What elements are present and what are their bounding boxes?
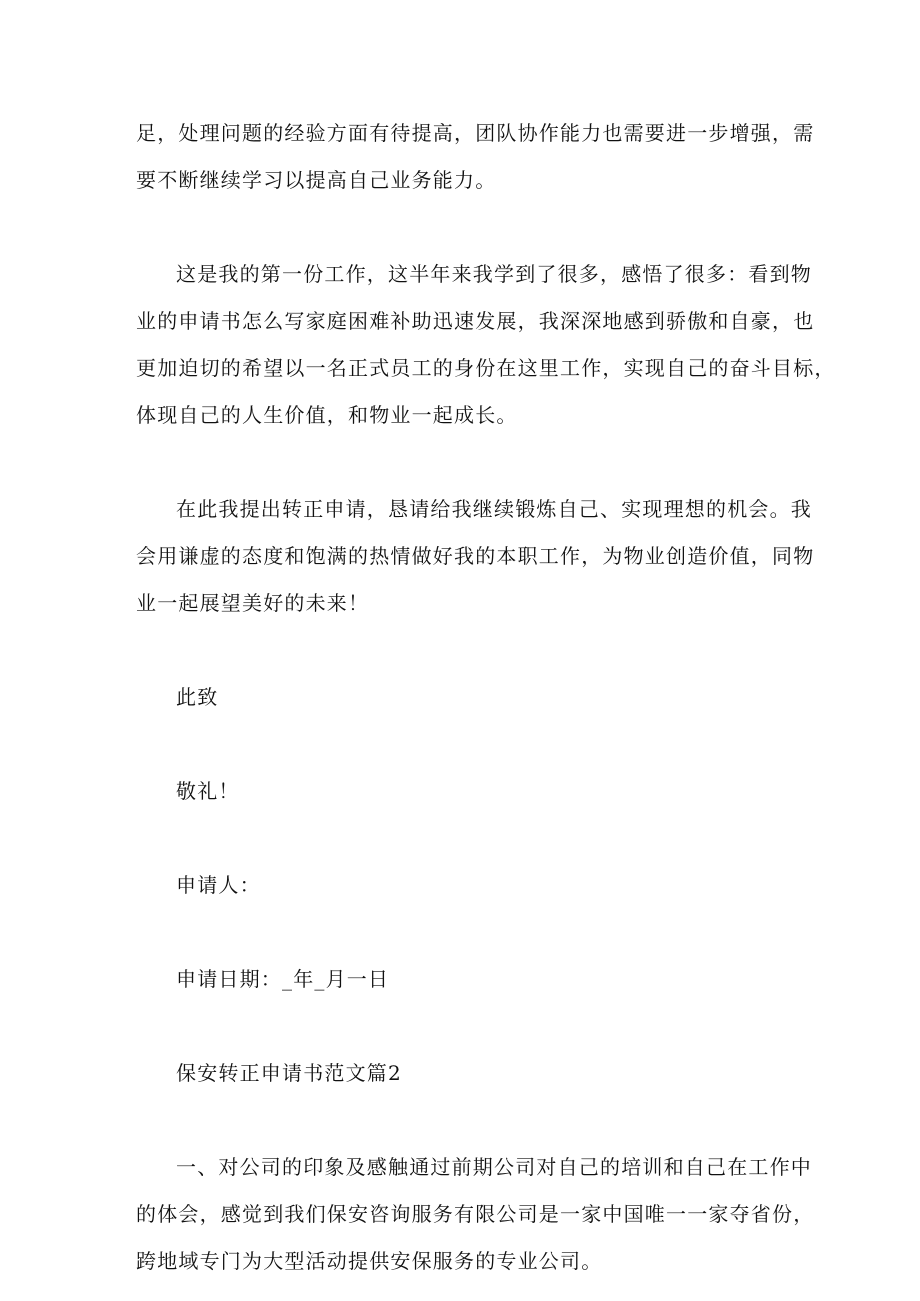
text-line: 体现自己的人生价值，和物业一起成长。 (136, 403, 518, 427)
application-date: 申请日期：_年_月一日 (176, 967, 390, 991)
text-line: 更加迫切的希望以一名正式员工的身份在这里工作，实现自己的奋斗目标， (136, 356, 836, 380)
text-line: 跨地域专门为大型活动提供安保服务的专业公司。 (136, 1249, 603, 1273)
text-line: 要不断继续学习以提高自己业务能力。 (136, 168, 497, 192)
closing-salutation: 此致 (176, 685, 219, 709)
paragraph-start-line: 这是我的第一份工作，这半年来我学到了很多，感悟了很多：看到物 (176, 262, 812, 286)
section-title: 保安转正申请书范文篇2 (176, 1061, 402, 1085)
applicant-label: 申请人： (176, 873, 261, 897)
text-line: 业的申请书怎么写家庭困难补助迅速发展，我深深地感到骄傲和自豪，也 (136, 309, 815, 333)
text-line: 的体会，感觉到我们保安咨询服务有限公司是一家中国唯一一家夺省份， (136, 1202, 815, 1226)
text-line: 足，处理问题的经验方面有待提高，团队协作能力也需要进一步增强，需 (136, 121, 815, 145)
text-line: 业一起展望美好的未来！ (136, 591, 370, 615)
closing-regards: 敬礼！ (176, 779, 240, 803)
text-line: 会用谦虚的态度和饱满的热情做好我的本职工作，为物业创造价值，同物 (136, 544, 815, 568)
paragraph-start-line: 在此我提出转正申请，恳请给我继续锻炼自己、实现理想的机会。我 (176, 497, 812, 521)
paragraph-start-line: 一、对公司的印象及感触通过前期公司对自己的培训和自己在工作中 (176, 1155, 812, 1179)
